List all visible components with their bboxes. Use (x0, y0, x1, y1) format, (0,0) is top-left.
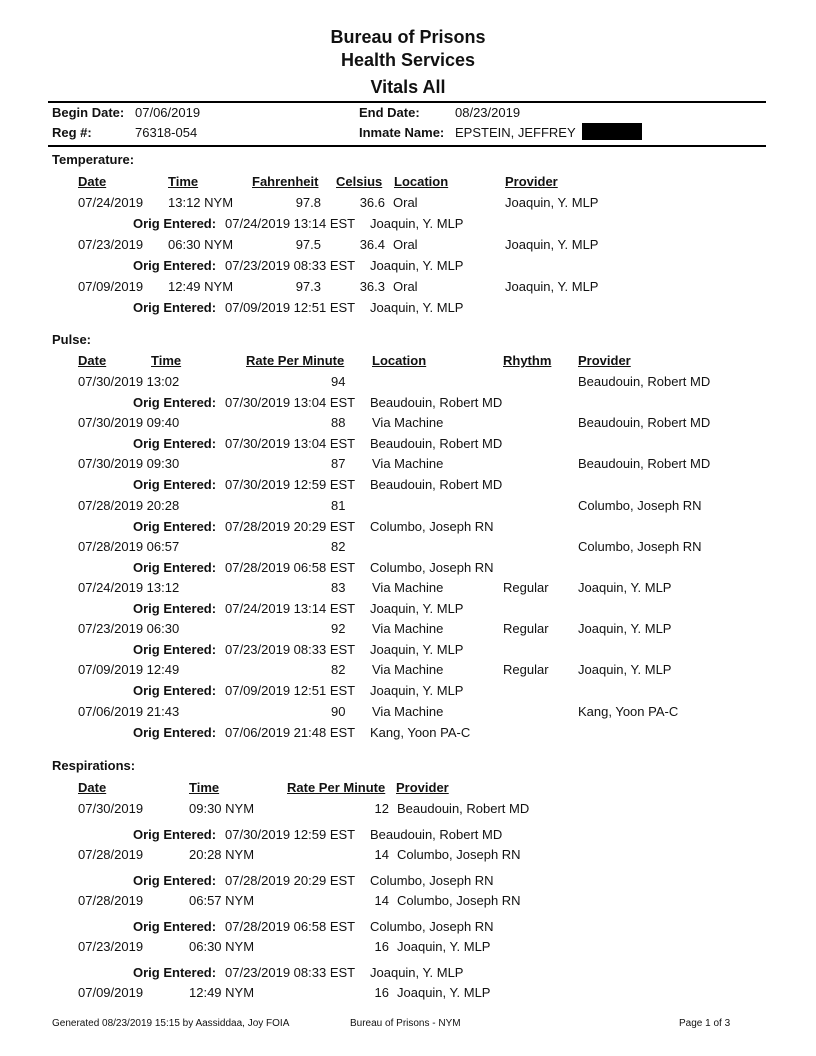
pulse-col-date: Date (78, 353, 107, 368)
orig-entered-datetime: 07/24/2019 13:14 EST (225, 601, 356, 616)
respirations-section-label: Respirations: (52, 758, 136, 773)
pulse-provider: Beaudouin, Robert MD (578, 456, 711, 472)
orig-entered-by: Beaudouin, Robert MD (370, 477, 503, 493)
orig-entered-by: Joaquin, Y. MLP (370, 300, 464, 315)
pulse-location: Via Machine (372, 415, 444, 431)
temp-location: Oral (393, 279, 418, 294)
orig-entered-label: Orig Entered: (133, 965, 217, 980)
orig-entered-datetime: 07/09/2019 12:51 EST (225, 683, 356, 699)
pulse-col-location: Location (372, 353, 427, 368)
temp-fahrenheit: 97.5 (295, 237, 321, 252)
temp-col-celsius: Celsius (336, 174, 383, 189)
pulse-datetime: 07/09/2019 12:49 (78, 662, 180, 678)
orig-entered-datetime: 07/23/2019 08:33 EST (225, 258, 356, 273)
temp-date: 07/23/2019 (78, 237, 144, 252)
orig-entered-datetime: 07/30/2019 12:59 EST (225, 827, 356, 842)
orig-entered-by: Columbo, Joseph RN (370, 919, 494, 934)
orig-entered-by: Joaquin, Y. MLP (370, 965, 464, 980)
pulse-location: Via Machine (372, 703, 444, 719)
pulse-datetime: 07/24/2019 13:12 (78, 580, 180, 595)
pulse-rate: 87 (331, 456, 346, 472)
resp-date: 07/28/2019 (78, 847, 144, 862)
orig-entered-label: Orig Entered: (133, 601, 217, 616)
orig-entered-label: Orig Entered: (133, 683, 217, 699)
orig-entered-label: Orig Entered: (133, 827, 217, 842)
orig-entered-datetime: 07/23/2019 08:33 EST (225, 642, 356, 658)
orig-entered-label: Orig Entered: (133, 477, 217, 493)
resp-rate: 16 (374, 939, 389, 954)
resp-rate: 12 (374, 801, 389, 816)
temp-fahrenheit: 97.8 (295, 195, 321, 210)
resp-provider: Beaudouin, Robert MD (397, 801, 530, 816)
temp-time: 06:30 NYM (168, 237, 234, 252)
pulse-rhythm: Regular (503, 662, 549, 678)
orig-entered-by: Beaudouin, Robert MD (370, 395, 503, 410)
resp-date: 07/30/2019 (78, 801, 144, 816)
orig-entered-datetime: 07/24/2019 13:14 EST (225, 216, 356, 231)
pulse-provider: Columbo, Joseph RN (578, 497, 702, 513)
resp-time: 20:28 NYM (189, 847, 255, 862)
pulse-rhythm: Regular (503, 621, 549, 637)
pulse-section-label: Pulse: (52, 332, 92, 347)
pulse-col-time: Time (151, 353, 182, 368)
pulse-rate: 82 (331, 662, 346, 678)
orig-entered-datetime: 07/23/2019 08:33 EST (225, 965, 356, 980)
pulse-location: Via Machine (372, 456, 444, 472)
temp-date: 07/24/2019 (78, 195, 144, 210)
orig-entered-label: Orig Entered: (133, 559, 217, 575)
resp-col-time: Time (189, 780, 220, 795)
pulse-col-provider: Provider (578, 353, 631, 368)
orig-entered-label: Orig Entered: (133, 436, 217, 452)
resp-rate: 16 (374, 985, 389, 1000)
temp-col-location: Location (394, 174, 449, 189)
temperature-section-label: Temperature: (52, 152, 135, 167)
temp-time: 12:49 NYM (168, 279, 234, 294)
orig-entered-by: Joaquin, Y. MLP (370, 601, 464, 616)
pulse-rate: 88 (331, 415, 346, 431)
resp-date: 07/09/2019 (78, 985, 144, 1000)
resp-time: 06:57 NYM (189, 893, 255, 908)
footer-page: Page 1 of 3 (679, 1018, 731, 1029)
orig-entered-by: Joaquin, Y. MLP (370, 258, 464, 273)
report-title: Vitals All (370, 77, 446, 97)
orig-entered-datetime: 07/09/2019 12:51 EST (225, 300, 356, 315)
end-date-value: 08/23/2019 (455, 105, 521, 120)
pulse-rate: 90 (331, 703, 346, 719)
pulse-datetime: 07/06/2019 21:43 (78, 703, 180, 719)
orig-entered-datetime: 07/30/2019 12:59 EST (225, 477, 356, 493)
temp-location: Oral (393, 237, 418, 252)
orig-entered-by: Joaquin, Y. MLP (370, 216, 464, 231)
pulse-provider: Joaquin, Y. MLP (578, 580, 672, 595)
temp-col-time: Time (168, 174, 199, 189)
temp-col-provider: Provider (505, 174, 558, 189)
orig-entered-datetime: 07/06/2019 21:48 EST (225, 724, 356, 740)
orig-entered-by: Columbo, Joseph RN (370, 559, 494, 575)
orig-entered-datetime: 07/28/2019 20:29 EST (225, 518, 356, 534)
resp-col-date: Date (78, 780, 107, 795)
pulse-location: Via Machine (372, 580, 444, 595)
orig-entered-label: Orig Entered: (133, 642, 217, 658)
orig-entered-by: Joaquin, Y. MLP (370, 642, 464, 658)
resp-rate: 14 (374, 893, 389, 908)
orig-entered-datetime: 07/30/2019 13:04 EST (225, 395, 356, 410)
orig-entered-datetime: 07/30/2019 13:04 EST (225, 436, 356, 452)
temp-provider: Joaquin, Y. MLP (505, 195, 599, 210)
temp-time: 13:12 NYM (168, 195, 234, 210)
temp-date: 07/09/2019 (78, 279, 144, 294)
pulse-datetime: 07/28/2019 20:28 (78, 497, 180, 513)
orig-entered-label: Orig Entered: (133, 518, 217, 534)
orig-entered-label: Orig Entered: (133, 300, 217, 315)
orig-entered-by: Beaudouin, Robert MD (370, 827, 503, 842)
resp-time: 09:30 NYM (189, 801, 255, 816)
pulse-col-rhythm: Rhythm (503, 353, 552, 368)
pulse-datetime: 07/30/2019 09:40 (78, 415, 180, 431)
header-top-rule (48, 101, 766, 103)
pulse-rate: 92 (331, 621, 346, 637)
report-department: Health Services (340, 50, 476, 70)
inmate-name-value: EPSTEIN, JEFFREY (455, 125, 576, 140)
reg-number-label: Reg #: (52, 125, 92, 140)
resp-col-rate: Rate Per Minute (287, 780, 386, 795)
temp-celsius: 36.6 (359, 195, 385, 210)
orig-entered-by: Joaquin, Y. MLP (370, 683, 464, 699)
orig-entered-datetime: 07/28/2019 20:29 EST (225, 873, 356, 888)
pulse-location: Via Machine (372, 662, 444, 678)
resp-provider: Joaquin, Y. MLP (397, 939, 491, 954)
resp-col-provider: Provider (396, 780, 449, 795)
orig-entered-label: Orig Entered: (133, 216, 217, 231)
resp-provider: Columbo, Joseph RN (397, 847, 521, 862)
pulse-col-rate: Rate Per Minute (246, 353, 345, 368)
orig-entered-by: Columbo, Joseph RN (370, 873, 494, 888)
reg-number-value: 76318-054 (135, 125, 198, 140)
resp-date: 07/23/2019 (78, 939, 144, 954)
pulse-rate: 82 (331, 538, 346, 554)
orig-entered-label: Orig Entered: (133, 395, 217, 410)
pulse-location: Via Machine (372, 621, 444, 637)
temp-celsius: 36.3 (359, 279, 385, 294)
footer-generated: Generated 08/23/2019 15:15 by Aassiddaa, Joy FOIA (52, 1018, 290, 1029)
pulse-datetime: 07/30/2019 09:30 (78, 456, 180, 472)
resp-provider: Columbo, Joseph RN (397, 893, 521, 908)
orig-entered-label: Orig Entered: (133, 258, 217, 273)
begin-date-value: 07/06/2019 (135, 105, 201, 120)
temp-location: Oral (393, 195, 418, 210)
resp-provider: Joaquin, Y. MLP (397, 985, 491, 1000)
pulse-rate: 94 (331, 374, 346, 389)
header-bottom-rule (48, 145, 766, 147)
orig-entered-by: Columbo, Joseph RN (370, 518, 494, 534)
orig-entered-datetime: 07/28/2019 06:58 EST (225, 919, 356, 934)
orig-entered-label: Orig Entered: (133, 919, 217, 934)
resp-rate: 14 (374, 847, 389, 862)
resp-date: 07/28/2019 (78, 893, 144, 908)
orig-entered-label: Orig Entered: (133, 873, 217, 888)
resp-time: 12:49 NYM (189, 985, 255, 1000)
orig-entered-label: Orig Entered: (133, 724, 217, 740)
inmate-name-label: Inmate Name: (359, 125, 445, 140)
temp-fahrenheit: 97.3 (295, 279, 321, 294)
redaction-box (582, 123, 642, 140)
temp-col-fahrenheit: Fahrenheit (252, 174, 319, 189)
pulse-rate: 81 (331, 497, 346, 513)
pulse-rate: 83 (331, 580, 346, 595)
pulse-datetime: 07/23/2019 06:30 (78, 621, 180, 637)
orig-entered-by: Kang, Yoon PA-C (370, 724, 471, 740)
footer-center: Bureau of Prisons - NYM (350, 1018, 461, 1029)
pulse-provider: Beaudouin, Robert MD (578, 374, 711, 389)
pulse-provider: Joaquin, Y. MLP (578, 621, 672, 637)
temp-provider: Joaquin, Y. MLP (505, 237, 599, 252)
pulse-provider: Joaquin, Y. MLP (578, 662, 672, 678)
resp-time: 06:30 NYM (189, 939, 255, 954)
temp-provider: Joaquin, Y. MLP (505, 279, 599, 294)
temp-col-date: Date (78, 174, 107, 189)
pulse-rhythm: Regular (503, 580, 549, 595)
pulse-datetime: 07/28/2019 06:57 (78, 538, 180, 554)
pulse-provider: Beaudouin, Robert MD (578, 415, 711, 431)
orig-entered-by: Beaudouin, Robert MD (370, 436, 503, 452)
pulse-provider: Columbo, Joseph RN (578, 538, 702, 554)
report-agency: Bureau of Prisons (330, 27, 486, 47)
orig-entered-datetime: 07/28/2019 06:58 EST (225, 559, 356, 575)
temp-celsius: 36.4 (359, 237, 385, 252)
pulse-datetime: 07/30/2019 13:02 (78, 374, 180, 389)
pulse-provider: Kang, Yoon PA-C (578, 703, 679, 719)
begin-date-label: Begin Date: (52, 105, 125, 120)
end-date-label: End Date: (359, 105, 420, 120)
